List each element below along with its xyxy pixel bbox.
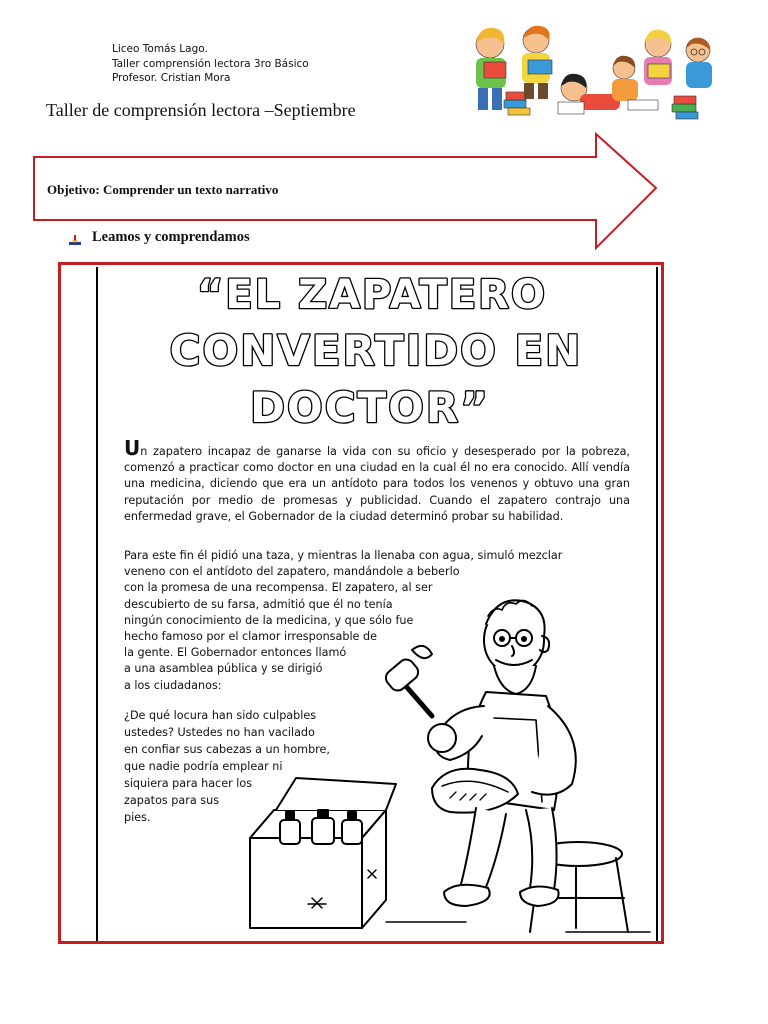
- teacher-name: Profesor. Cristian Mora: [112, 72, 231, 84]
- story-title-line-2: CONVERTIDO EN: [169, 326, 583, 375]
- children-reading-illustration: [462, 22, 724, 130]
- workshop-name: Taller comprensión lectora 3ro Básico: [112, 57, 309, 70]
- page-title: Taller de comprensión lectora –Septiembre: [46, 100, 356, 120]
- pencil-bullet-icon: [68, 234, 82, 246]
- school-header: [112, 42, 309, 86]
- story-p2-line: con la promesa de una recompensa. El zapatero, al ser: [124, 581, 433, 595]
- story-p3-line: en confiar sus cabezas a un hombre,: [124, 743, 330, 756]
- story-paragraph-1: [124, 436, 630, 525]
- story-dropcap: U: [124, 436, 141, 460]
- story-title-line-1: “EL ZAPATERO: [197, 272, 547, 318]
- medicine-box-drawing: [250, 778, 396, 928]
- story-paragraph-1-text: n zapatero incapaz de ganarse la vida con su oficio y desesperado por la pobreza, comenzó a practicar como doctor en una ciudad en la cual él no era conocido. Allí vendía una medicina, diciendo que era un antídoto para todos los venenos y obtuvo una gran reputación por medio de promesas y publicidad. Cuando el zapatero contrajo una enfermedad grave, el Gobernador de la ciudad determinó probar su habilidad.: [124, 445, 630, 523]
- story-p3-line: que nadie podría emplear ni: [124, 760, 283, 773]
- story-title-line-3: DOCTOR”: [250, 383, 490, 432]
- story-p2-line: veneno con el antídoto del zapatero, mandándole a beberlo: [124, 565, 460, 579]
- school-name: Liceo Tomás Lago.: [112, 43, 208, 55]
- story-p3-line: ustedes? Ustedes no han vacilado: [124, 726, 315, 739]
- story-p3-line: siquiera para hacer los: [124, 777, 253, 790]
- story-p2-line: a los ciudadanos:: [124, 678, 222, 692]
- story-p3-line: ¿De qué locura han sido culpables: [124, 709, 317, 722]
- instruction-text: Leamos y comprendamos: [92, 229, 250, 245]
- story-p3-line: zapatos para sus: [124, 794, 220, 807]
- story-p3-line: pies.: [124, 811, 151, 824]
- story-p2-line: ningún conocimiento de la medicina, y que sólo fue: [124, 613, 414, 627]
- objective-text: Objetivo: Comprender un texto narrativo: [47, 182, 279, 197]
- story-p2-line: descubierto de su farsa, admitió que él no tenía: [124, 597, 393, 611]
- story-p2-line: la gente. El Gobernador entonces llamó: [124, 646, 347, 660]
- story-title: [100, 262, 660, 434]
- story-p2-line: Para este fin él pidió una taza, y mientras la llenaba con agua, simuló mezclar: [124, 549, 563, 562]
- story-p2-line: a una asamblea pública y se dirigió: [124, 662, 323, 676]
- shoemaker-figure: [383, 600, 576, 906]
- story-p2-line: hecho famoso por el clamor irresponsable de: [124, 630, 377, 644]
- shoemaker-illustration: [236, 588, 656, 940]
